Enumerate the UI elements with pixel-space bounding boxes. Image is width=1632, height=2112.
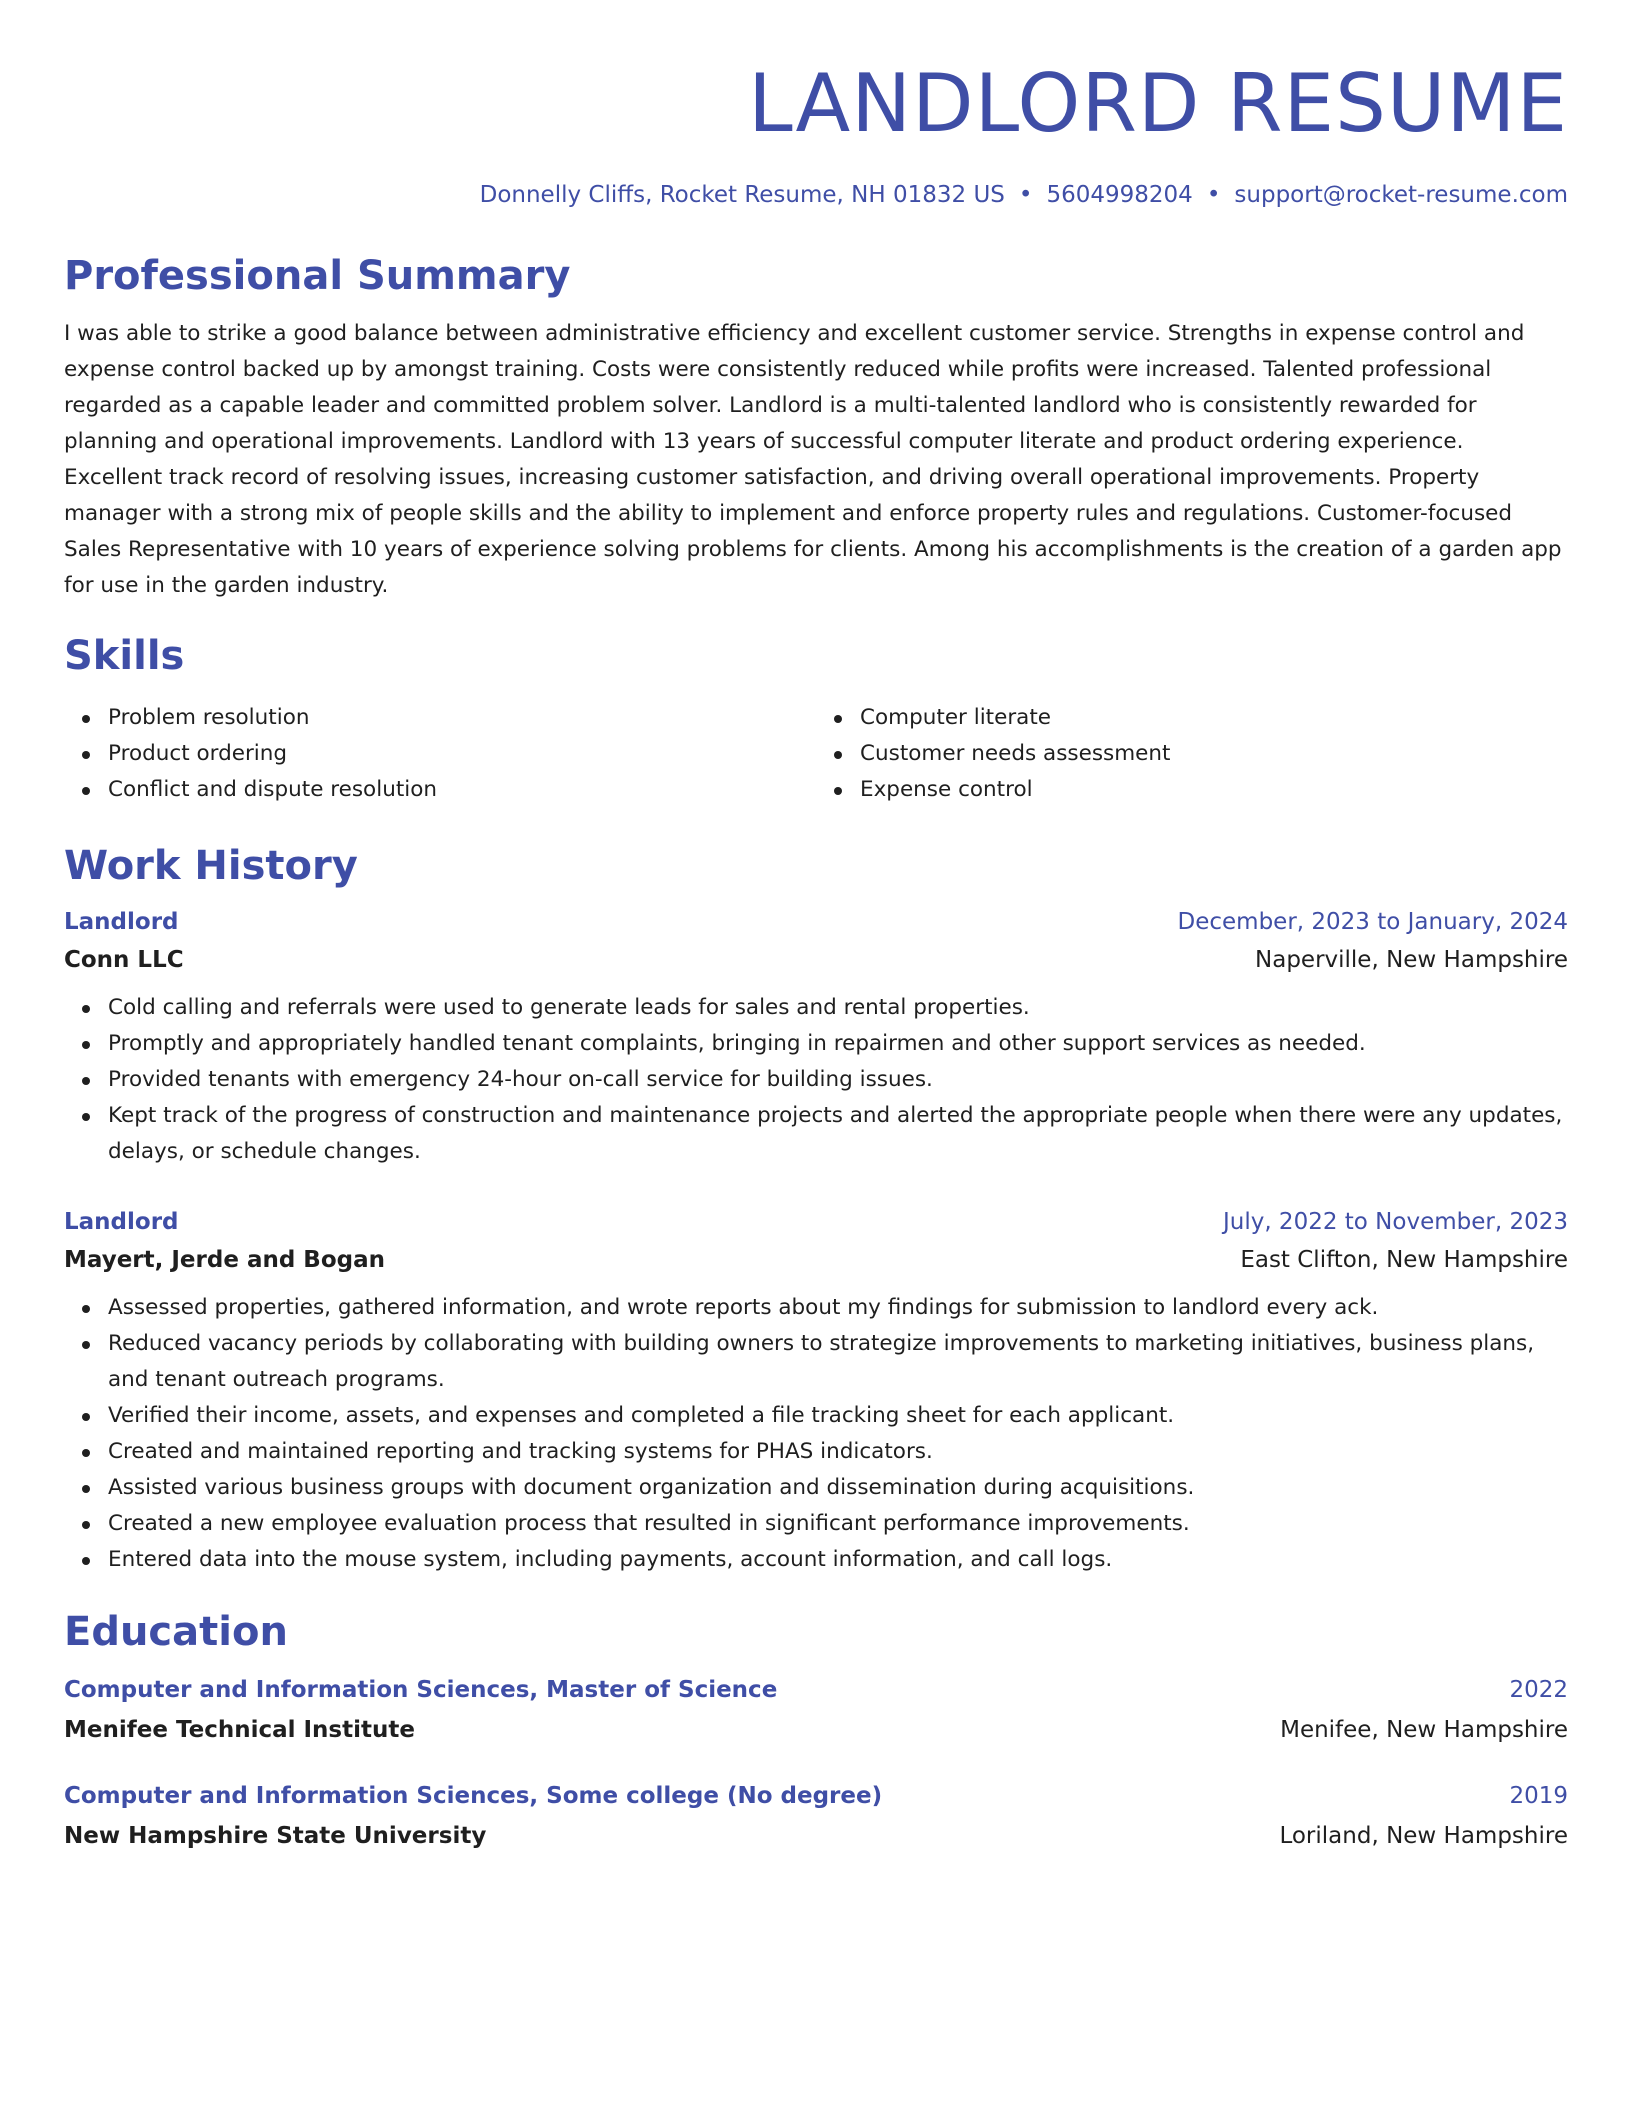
contact-line	[64, 180, 1568, 210]
skill-item: Expense control	[860, 772, 1568, 808]
skill-item: Conflict and dispute resolution	[108, 772, 816, 808]
education-location: Loriland, New Hampshire	[1279, 1823, 1568, 1849]
job-bullet: Promptly and appropriately handled tenant complaints, bringing in repairmen and other support services as needed.	[108, 1026, 1568, 1062]
education-entry	[64, 1780, 1568, 1852]
skills-list	[64, 700, 1568, 808]
education-header	[64, 1780, 1568, 1812]
contact-phone: 5604998204	[1046, 182, 1193, 208]
job-dates: July, 2022 to November, 2023	[1222, 1209, 1568, 1235]
education-subheader	[64, 1820, 1568, 1852]
work-history-heading: Work History	[64, 843, 358, 889]
job-bullet: Assisted various business groups with document organization and dissemination during acquisitions.	[108, 1470, 1568, 1506]
job-bullet: Entered data into the mouse system, including payments, account information, and call logs.	[108, 1542, 1568, 1578]
summary-heading: Professional Summary	[64, 253, 571, 299]
job-subheader	[64, 944, 1568, 976]
job-bullet: Cold calling and referrals were used to generate leads for sales and rental properties.	[108, 990, 1568, 1026]
resume-title: LANDLORD RESUME	[748, 57, 1568, 150]
job-header	[64, 906, 1568, 938]
education-header	[64, 1674, 1568, 1706]
job-bullet: Assessed properties, gathered information, and wrote reports about my findings for submission to landlord every ack.	[108, 1290, 1568, 1326]
education-entry	[64, 1674, 1568, 1746]
job-employer: Conn LLC	[64, 947, 184, 973]
skill-item: Customer needs assessment	[860, 736, 1568, 772]
contact-address: Donnelly Cliffs, Rocket Resume, NH 01832 US	[479, 182, 1005, 208]
job-entry	[64, 1206, 1568, 1578]
education-heading: Education	[64, 1609, 288, 1655]
job-entry	[64, 906, 1568, 1170]
job-role: Landlord	[64, 909, 179, 935]
job-header	[64, 1206, 1568, 1238]
job-bullet: Reduced vacancy periods by collaborating with building owners to strategize improvements to marketing initiatives, business plans, and tenant outreach programs.	[108, 1326, 1568, 1398]
education-school: New Hampshire State University	[64, 1823, 487, 1849]
education-degree: Computer and Information Sciences, Some college (No degree)	[64, 1783, 883, 1809]
job-role: Landlord	[64, 1209, 179, 1235]
job-dates: December, 2023 to January, 2024	[1177, 909, 1568, 935]
education-degree: Computer and Information Sciences, Master of Science	[64, 1677, 778, 1703]
education-subheader	[64, 1714, 1568, 1746]
job-location: Naperville, New Hampshire	[1255, 947, 1568, 973]
education-year: 2019	[1509, 1783, 1568, 1809]
job-bullets	[64, 990, 1568, 1170]
contact-separator: •	[1206, 182, 1221, 208]
skills-column-left	[64, 700, 816, 808]
skills-column-right	[816, 700, 1568, 808]
job-subheader	[64, 1244, 1568, 1276]
skill-item: Computer literate	[860, 700, 1568, 736]
skill-item: Problem resolution	[108, 700, 816, 736]
contact-email: support@rocket-resume.com	[1234, 182, 1568, 208]
job-bullets	[64, 1290, 1568, 1578]
skills-heading: Skills	[64, 633, 185, 679]
skill-item: Product ordering	[108, 736, 816, 772]
job-bullet: Provided tenants with emergency 24-hour on-call service for building issues.	[108, 1062, 1568, 1098]
job-location: East Clifton, New Hampshire	[1240, 1247, 1568, 1273]
education-year: 2022	[1509, 1677, 1568, 1703]
job-bullet: Created a new employee evaluation process that resulted in significant performance improvements.	[108, 1506, 1568, 1542]
contact-separator: •	[1018, 182, 1033, 208]
job-bullet: Verified their income, assets, and expenses and completed a file tracking sheet for each applicant.	[108, 1398, 1568, 1434]
summary-text: I was able to strike a good balance between administrative efficiency and excellent customer service. Strengths in expense control and expense control backed up by amongst training. Costs were consistently reduced while profits were increased. Talented professional regarded as a capable leader and committed problem solver. Landlord is a multi-talented landlord who is consistently rewarded for planning and operational improvements. Landlord with 13 years of successful computer literate and product ordering experience. Excellent track record of resolving issues, increasing customer satisfaction, and driving overall operational improvements. Property manager with a strong mix of people skills and the ability to implement and enforce property rules and regulations. Customer-focused Sales Representative with 10 years of experience solving problems for clients. Among his accomplishments is the creation of a garden app for use in the garden industry.	[64, 321, 1562, 598]
education-location: Menifee, New Hampshire	[1280, 1717, 1568, 1743]
job-bullet: Kept track of the progress of construction and maintenance projects and alerted the appropriate people when there were any updates, delays, or schedule changes.	[108, 1098, 1568, 1170]
job-bullet: Created and maintained reporting and tracking systems for PHAS indicators.	[108, 1434, 1568, 1470]
job-employer: Mayert, Jerde and Bogan	[64, 1247, 386, 1273]
education-school: Menifee Technical Institute	[64, 1717, 415, 1743]
resume-page	[64, 0, 1568, 1852]
